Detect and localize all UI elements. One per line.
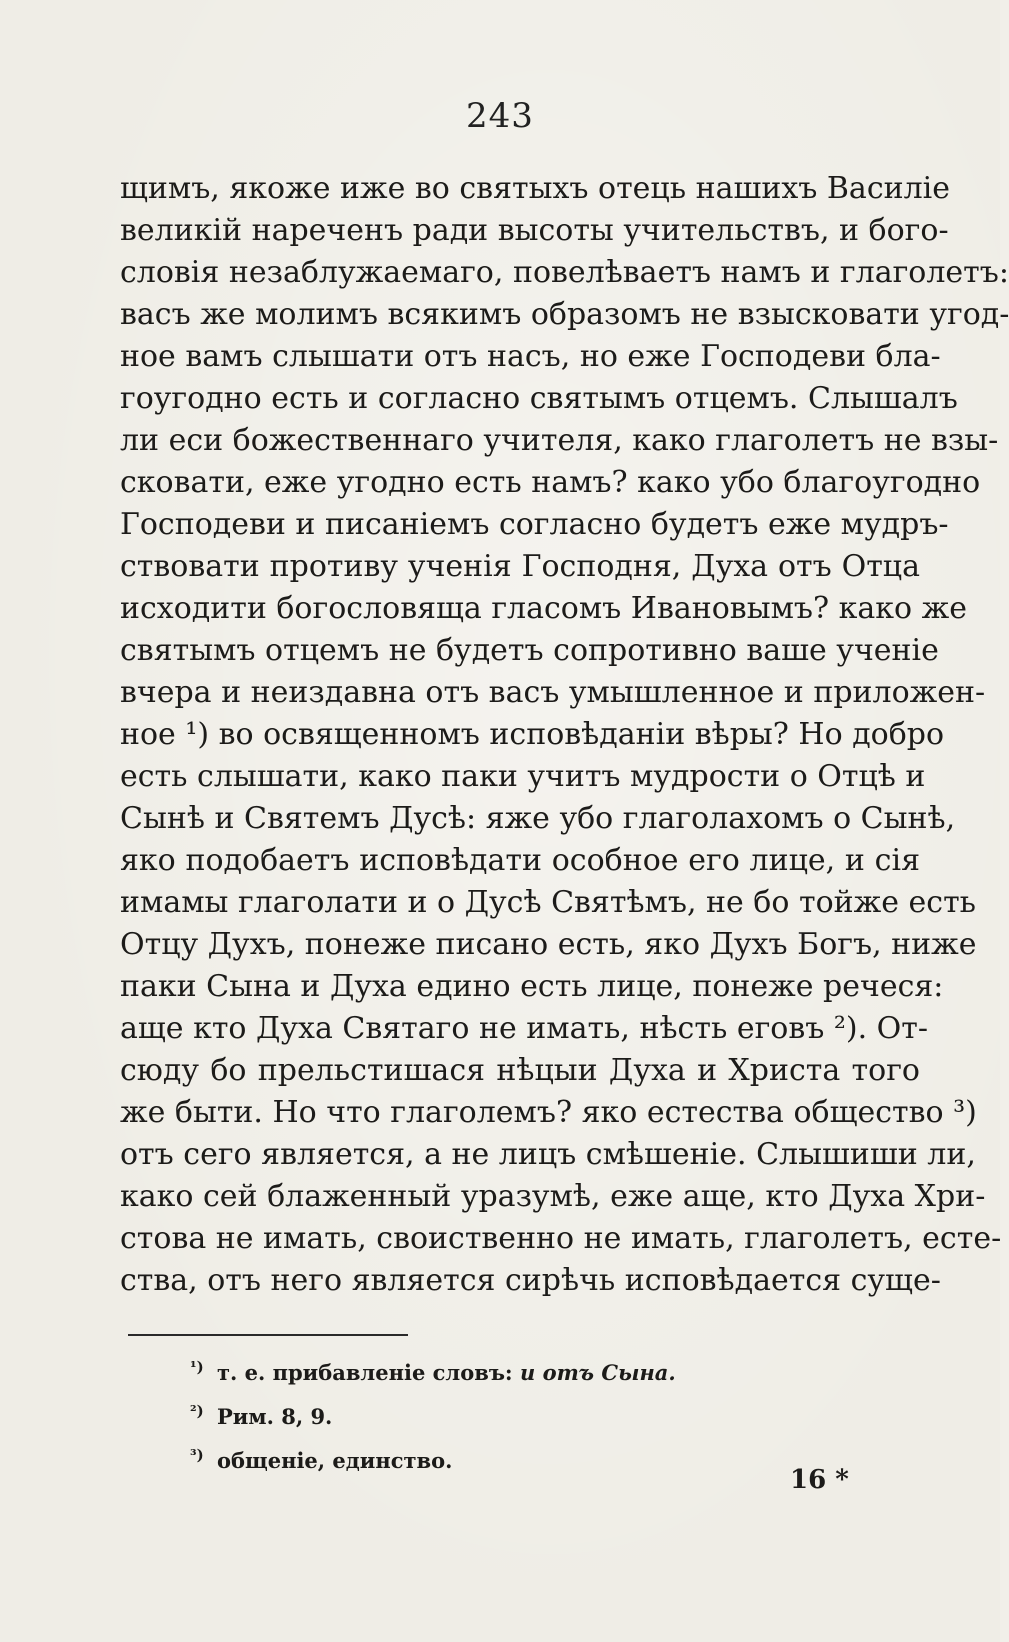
text-line: есть слышати, како паки учитъ мудрости о Отцѣ и bbox=[120, 759, 926, 794]
footnote-mark: ²) bbox=[190, 1402, 204, 1420]
text-line: ства, отъ него является сирѣчь исповѣдается суще- bbox=[120, 1263, 941, 1298]
footnote-3 bbox=[190, 1433, 890, 1477]
text-line: сюду бо прельстишася нѣцыи Духа и Христа того bbox=[120, 1053, 920, 1088]
text-line: же быти. Но что глаголемъ? яко естества общество ³) bbox=[120, 1095, 977, 1130]
signature-mark: 16 * bbox=[790, 1465, 849, 1495]
footnote-text: Рим. 8, 9. bbox=[216, 1404, 333, 1429]
page-number: 243 bbox=[466, 96, 534, 136]
text-line: ное ¹) во освященномъ исповѣданіи вѣры? Но добро bbox=[120, 717, 945, 752]
text-line: яко подобаетъ исповѣдати особное его лице, и сія bbox=[120, 843, 920, 878]
footnote-divider bbox=[128, 1334, 408, 1336]
footnote-mark: ¹) bbox=[190, 1358, 204, 1376]
text-line: стова не имать, своиственно не имать, глаголетъ, есте- bbox=[120, 1221, 1002, 1256]
text-line: гоугодно есть и согласно святымъ отцемъ. Слышалъ bbox=[120, 381, 958, 416]
text-line: ное вамъ слышати отъ насъ, но еже Господеви бла- bbox=[120, 339, 941, 374]
text-line: како сей блаженный уразумѣ, еже аще, кто Духа Хри- bbox=[120, 1179, 986, 1214]
footnote-1 bbox=[190, 1345, 890, 1389]
text-line: отъ сего является, а не лицъ смѣшеніе. Слышиши ли, bbox=[120, 1137, 976, 1172]
text-line: Отцу Духъ, понеже писано есть, яко Духъ Богъ, ниже bbox=[120, 927, 977, 962]
text-line: ли еси божественнаго учителя, како глаголетъ не взы- bbox=[120, 423, 999, 458]
text-line: имамы глаголати и о Дусѣ Святѣмъ, не бо тойже есть bbox=[120, 885, 976, 920]
text-line: исходити богословяща гласомъ Ивановымъ? како же bbox=[120, 591, 967, 626]
footnote-text: т. е. прибавленіе словъ: bbox=[216, 1360, 513, 1385]
footnote-italic-text: и отъ Сына. bbox=[520, 1360, 676, 1385]
text-line: щимъ, якоже иже во святыхъ отець нашихъ Василіе bbox=[120, 171, 951, 206]
text-line: Сынѣ и Святемъ Дусѣ: яже убо глаголахомъ о Сынѣ, bbox=[120, 801, 956, 836]
text-line: ствовати противу ученія Господня, Духа отъ Отца bbox=[120, 549, 920, 584]
text-line: вчера и неиздавна отъ васъ умышленное и приложен- bbox=[120, 675, 986, 710]
text-line: великій нареченъ ради высоты учительствъ, и бого- bbox=[120, 213, 949, 248]
footnote-mark: ³) bbox=[190, 1446, 204, 1464]
main-text bbox=[120, 168, 1009, 1302]
text-line: аще кто Духа Святаго не имать, нѣсть еговъ ²). От- bbox=[120, 1011, 928, 1046]
text-line: Господеви и писаніемъ согласно будетъ еже мудръ- bbox=[120, 507, 949, 542]
text-line: сковати, еже угодно есть намъ? како убо благоугодно bbox=[120, 465, 981, 500]
text-line: паки Сына и Духа едино есть лице, понеже речеся: bbox=[120, 969, 944, 1004]
text-line: словія незаблужаемаго, повелѣваетъ намъ и глаголетъ: bbox=[120, 255, 1009, 290]
text-line: святымъ отцемъ не будетъ сопротивно ваше ученіе bbox=[120, 633, 939, 668]
text-line: васъ же молимъ всякимъ образомъ не взысковати угод- bbox=[120, 297, 1009, 332]
footnote-text: общеніе, единство. bbox=[216, 1448, 453, 1473]
footnotes bbox=[190, 1345, 890, 1477]
footnote-2 bbox=[190, 1389, 890, 1433]
